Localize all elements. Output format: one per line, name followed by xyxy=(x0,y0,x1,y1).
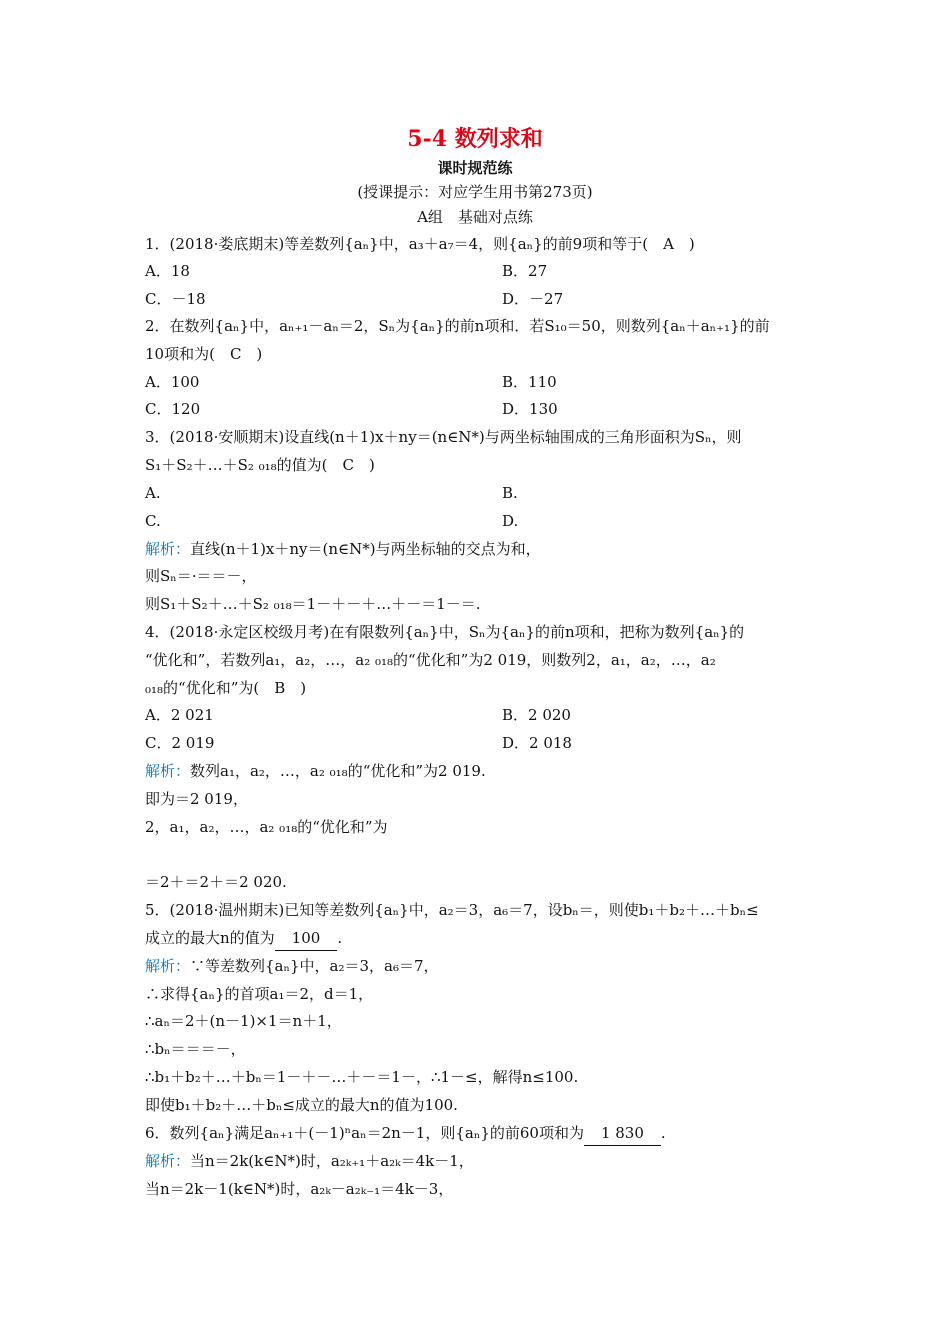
solution-label: 解析： xyxy=(145,540,191,558)
line-text: ∴aₙ＝2＋(n－1)×1＝n＋1， xyxy=(145,1012,342,1030)
line-text: 10项和为( C ) xyxy=(145,345,263,363)
line-text: 数列a₁，a₂，…，a₂ ₀₁₈的“优化和”为2 019. xyxy=(190,762,486,780)
text-line xyxy=(145,1009,342,1033)
solution-label: 解析： xyxy=(145,957,191,975)
text-line xyxy=(145,453,375,477)
text-line xyxy=(145,1093,458,1117)
text-line xyxy=(145,1121,666,1145)
line-text: A．100 xyxy=(145,373,200,391)
line-text: 6．数列{aₙ}满足aₙ₊₁＋(－1)ⁿaₙ＝2n－1，则{aₙ}的前60项和为 xyxy=(145,1124,584,1142)
line-text: 则S₁＋S₂＋…＋S₂ ₀₁₈＝1－＋－＋…＋－＝1－＝. xyxy=(145,595,481,613)
text-line xyxy=(145,370,199,394)
text-line xyxy=(145,342,262,366)
text-line xyxy=(145,703,214,727)
choice-option: D．－27 xyxy=(502,290,564,308)
line-text: 5．(2018·温州期末)已知等差数列{aₙ}中，a₂＝3，a₆＝7，设bₙ＝，则使b₁＋b₂＋…＋bₙ≤ xyxy=(145,901,759,919)
text-line xyxy=(145,259,190,283)
text-line xyxy=(145,1149,474,1173)
answer-blank: 100 xyxy=(275,926,338,951)
line-text: 4．(2018·永定区校级月考)在有限数列{aₙ}中，Sₙ为{aₙ}的前n项和，把称为数列{aₙ}的 xyxy=(145,623,745,641)
line-text: 2，a₁，a₂，…，a₂ ₀₁₈的“优化和”为 xyxy=(145,818,388,836)
choice-option: D. xyxy=(502,512,519,530)
line-text: 直线(n＋1)x＋ny＝(n∈N*)与两坐标轴的交点为和， xyxy=(190,540,541,558)
page-title: 5-4 数列求和 xyxy=(407,126,543,152)
line-text: C．120 xyxy=(145,400,201,418)
line-text: A．2 021 xyxy=(145,706,214,724)
line-text: ₀₁₈的“优化和”为( B ) xyxy=(145,679,307,697)
text-line xyxy=(145,314,770,338)
text-line xyxy=(145,232,695,256)
text-line xyxy=(145,425,742,449)
text-line xyxy=(145,592,481,616)
text-line xyxy=(145,397,200,421)
line-text: A. xyxy=(145,484,161,502)
line-text: C．－18 xyxy=(145,290,206,308)
line-text: 即为＝2 019， xyxy=(145,790,248,808)
textbook-hint: (授课提示：对应学生用书第273页) xyxy=(357,183,593,201)
page-subtitle: 课时规范练 xyxy=(437,159,513,177)
text-line xyxy=(145,676,306,700)
text-line xyxy=(145,787,248,811)
line-text: ＝2＋＝2＋＝2 020. xyxy=(145,873,287,891)
line-end: . xyxy=(337,929,343,947)
line-text: ∴bₙ＝＝＝－， xyxy=(145,1040,246,1058)
text-line xyxy=(145,1065,578,1089)
line-text: C．2 019 xyxy=(145,734,215,752)
line-text: C. xyxy=(145,512,161,530)
line-text: 2．在数列{aₙ}中，aₙ₊₁－aₙ＝2，Sₙ为{aₙ}的前n项和．若S₁₀＝50，则数列{aₙ＋aₙ₊₁}的前 xyxy=(145,317,770,335)
line-text: S₁＋S₂＋…＋S₂ ₀₁₈的值为( C ) xyxy=(145,456,375,474)
answer-blank: 1 830 xyxy=(584,1121,661,1146)
choice-option: B．110 xyxy=(502,373,557,391)
choice-option: B．27 xyxy=(502,262,548,280)
line-text: ∴b₁＋b₂＋…＋bₙ＝1－＋－…＋－＝1－，∴1－≤，解得n≤100. xyxy=(145,1068,579,1086)
line-text: 当n＝2k－1(k∈N*)时，a₂ₖ－a₂ₖ₋₁＝4k－3， xyxy=(145,1180,454,1198)
text-line xyxy=(145,564,257,588)
text-line xyxy=(145,926,342,950)
text-line xyxy=(145,1177,453,1201)
line-text: 成立的最大n的值为 xyxy=(145,929,275,947)
line-text: 当n＝2k(k∈N*)时，a₂ₖ₊₁＋a₂ₖ＝4k－1， xyxy=(190,1152,474,1170)
text-line xyxy=(145,870,287,894)
text-line xyxy=(145,815,388,839)
choice-option: B. xyxy=(502,484,518,502)
text-line xyxy=(145,954,439,978)
text-line xyxy=(145,287,206,311)
text-line xyxy=(145,537,541,561)
text-line xyxy=(145,759,486,783)
line-text: 1．(2018·娄底期末)等差数列{aₙ}中，a₃＋a₇＝4，则{aₙ}的前9项和等于( A ) xyxy=(145,235,695,253)
text-line xyxy=(145,509,161,533)
choice-option: D．2 018 xyxy=(502,734,572,752)
text-line xyxy=(145,620,744,644)
solution-label: 解析： xyxy=(145,762,191,780)
text-line xyxy=(145,982,373,1006)
text-line xyxy=(145,1037,246,1061)
line-text: ∵等差数列{aₙ}中，a₂＝3，a₆＝7， xyxy=(190,957,439,975)
line-text: 则Sₙ＝·＝＝－， xyxy=(145,567,257,585)
line-text: A．18 xyxy=(145,262,190,280)
text-line xyxy=(145,731,214,755)
line-text: 即使b₁＋b₂＋…＋bₙ≤成立的最大n的值为100. xyxy=(145,1096,458,1114)
line-text: 3．(2018·安顺期末)设直线(n＋1)x＋ny＝(n∈N*)与两坐标轴围成的三角形面积为Sₙ，则 xyxy=(145,428,742,446)
solution-label: 解析： xyxy=(145,1152,191,1170)
text-line xyxy=(145,898,759,922)
text-line xyxy=(145,648,716,672)
line-end: . xyxy=(660,1124,666,1142)
group-heading: A组 基础对点练 xyxy=(417,208,533,226)
line-text: ∴求得{aₙ}的首项a₁＝2，d＝1， xyxy=(145,985,374,1003)
text-line xyxy=(145,481,161,505)
choice-option: B．2 020 xyxy=(502,706,571,724)
line-text: “优化和”，若数列a₁，a₂，…，a₂ ₀₁₈的“优化和”为2 019，则数列2，a₁，a₂，…，a₂ xyxy=(145,651,716,669)
choice-option: D．130 xyxy=(502,400,558,418)
